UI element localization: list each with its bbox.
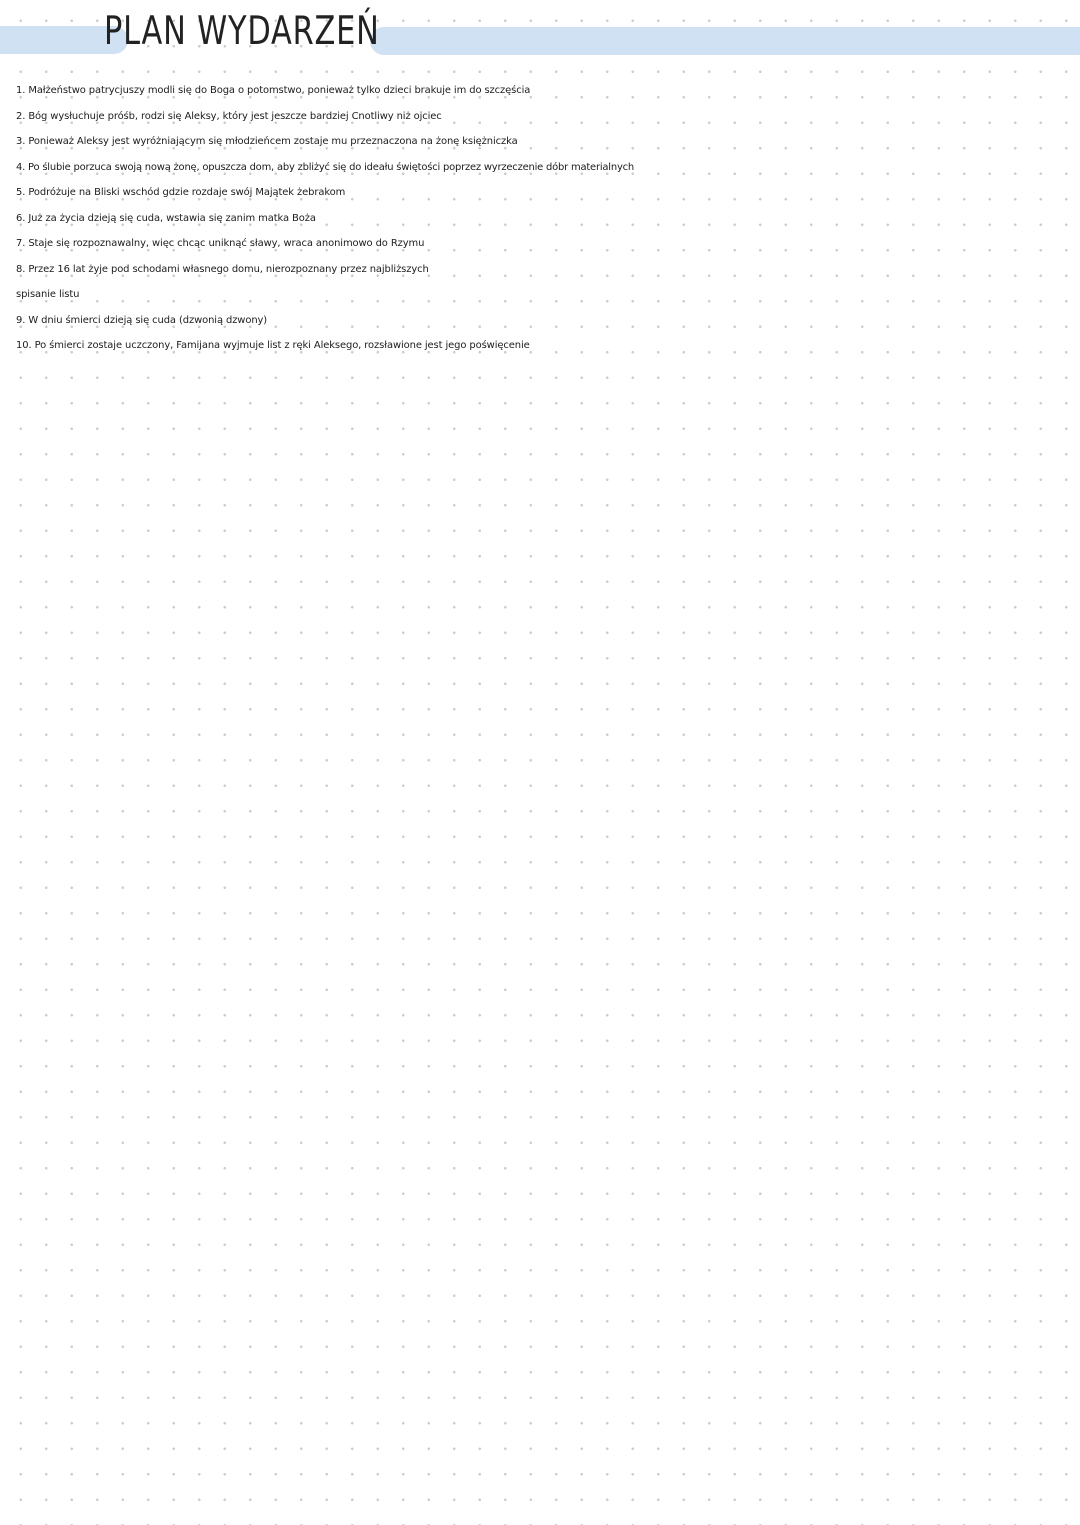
list-item: 3. Ponieważ Aleksy jest wyróżniającym się młodzieńcem zostaje mu przeznaczona na żonę księżniczka — [16, 136, 518, 147]
list-item: 7. Staje się rozpoznawalny, więc chcąc uniknąć sławy, wraca anonimowo do Rzymu — [16, 238, 425, 249]
list-item: 6. Już za życia dzieją się cuda, wstawia się zanim matka Boża — [16, 212, 316, 224]
list-item: 8. Przez 16 lat żyje pod schodami własnego domu, nierozpoznany przez najbliższych — [16, 263, 429, 275]
list-item: 10. Po śmierci zostaje uczczony, Famijana wyjmuje list z ręki Aleksego, rozsławione jest jego poświęcenie — [16, 340, 530, 351]
list-item: 9. W dniu śmierci dzieją się cuda (dzwonią dzwony) — [16, 314, 268, 326]
title-banner-right — [370, 27, 1080, 55]
list-item: 2. Bóg wysłuchuje próśb, rodzi się Aleksy, który jest jeszcze bardziej Cnotliwy niż ojciec — [16, 110, 442, 122]
list-item: 1. Małżeństwo patrycjuszy modli się do Boga o potomstwo, ponieważ tylko dzieci brakuje im do szczęścia — [16, 85, 531, 96]
list-item: 4. Po ślubie porzuca swoją nową żonę, opuszcza dom, aby zbliżyć się do ideału świętości poprzez wyrzeczenie dóbr materialnych — [16, 161, 634, 173]
list-item: 5. Podróżuje na Bliski wschód gdzie rozdaje swój Majątek żebrakom — [16, 187, 346, 198]
page-title: PLAN WYDARZEŃ — [104, 9, 380, 54]
list-item-note: spisanie listu — [16, 289, 80, 300]
event-plan-list — [16, 78, 1076, 359]
